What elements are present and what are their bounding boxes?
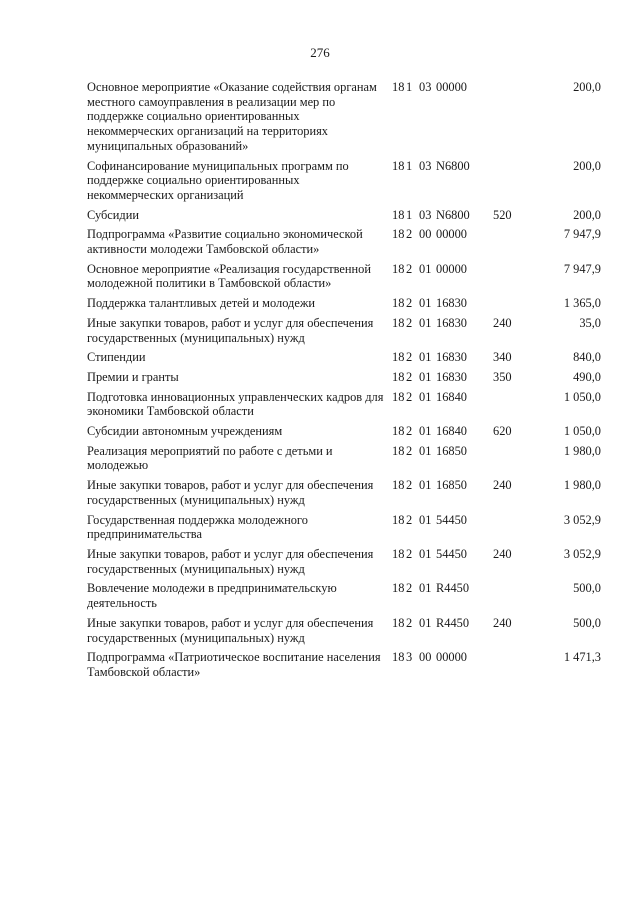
row-name: Иные закупки товаров, работ и услуг для обеспечения государственных (муниципальных) нужд bbox=[87, 615, 374, 645]
code-section: 18 bbox=[392, 424, 405, 439]
table-row bbox=[87, 159, 601, 208]
code-subprogram: 1 bbox=[406, 207, 413, 222]
code-subprogram: 2 bbox=[406, 512, 413, 527]
code-section: 18 bbox=[392, 261, 405, 276]
code-direction: 00000 bbox=[436, 227, 467, 242]
code-direction: R4450 bbox=[436, 615, 470, 630]
row-name: Премии и гранты bbox=[87, 369, 179, 384]
code-direction: 00000 bbox=[436, 80, 467, 94]
code-expense-type bbox=[493, 80, 533, 159]
code-section: 18 bbox=[392, 478, 405, 493]
row-name: Подпрограмма «Патриотическое воспитание населения Тамбовской области» bbox=[87, 650, 381, 679]
row-value: 200,0 bbox=[573, 158, 601, 173]
table-row bbox=[87, 547, 601, 581]
code-expense-type: 350 bbox=[493, 369, 512, 384]
code-activity: 01 bbox=[419, 389, 432, 404]
code-expense-type bbox=[493, 390, 533, 424]
code-expense-type: 620 bbox=[493, 424, 512, 439]
code-direction: R4450 bbox=[436, 581, 470, 596]
code-direction: 16830 bbox=[436, 350, 467, 365]
code-section: 18 bbox=[392, 650, 405, 665]
code-section: 18 bbox=[392, 369, 405, 384]
code-expense-type bbox=[493, 581, 533, 615]
table-row bbox=[87, 262, 601, 296]
code-subprogram: 2 bbox=[406, 261, 413, 276]
code-subprogram: 2 bbox=[406, 581, 413, 596]
code-direction: 54450 bbox=[436, 546, 467, 561]
code-section: 18 bbox=[392, 615, 405, 630]
code-activity: 01 bbox=[419, 546, 432, 561]
row-name: Реализация мероприятий по работе с детьми и молодежью bbox=[87, 443, 333, 473]
row-value: 3 052,9 bbox=[563, 546, 601, 561]
row-name: Субсидии bbox=[87, 207, 139, 222]
row-value: 1 050,0 bbox=[563, 424, 601, 439]
table-row bbox=[87, 513, 601, 547]
code-direction: 16830 bbox=[436, 296, 467, 311]
row-name: Основное мероприятие «Оказание содействия органам местного самоуправления в реализации мер по поддержке социально ориентированных некоммерческих организаций на территориях муниципальных образований» bbox=[87, 80, 377, 153]
code-section: 18 bbox=[392, 207, 405, 222]
code-activity: 01 bbox=[419, 261, 432, 276]
table-row bbox=[87, 227, 601, 261]
row-name: Иные закупки товаров, работ и услуг для обеспечения государственных (муниципальных) нужд bbox=[87, 315, 374, 345]
table-row bbox=[87, 316, 601, 350]
code-subprogram: 2 bbox=[406, 315, 413, 330]
code-section: 18 bbox=[392, 227, 405, 242]
code-activity: 01 bbox=[419, 512, 432, 527]
code-direction: N6800 bbox=[436, 207, 470, 222]
code-activity: 03 bbox=[419, 80, 432, 94]
code-subprogram: 2 bbox=[406, 424, 413, 439]
row-name: Иные закупки товаров, работ и услуг для обеспечения государственных (муниципальных) нужд bbox=[87, 546, 374, 576]
code-expense-type bbox=[493, 513, 533, 547]
row-value: 490,0 bbox=[573, 369, 601, 384]
code-activity: 01 bbox=[419, 315, 432, 330]
code-direction: 16830 bbox=[436, 369, 467, 384]
code-activity: 01 bbox=[419, 443, 432, 458]
code-activity: 03 bbox=[419, 158, 432, 173]
table-row bbox=[87, 80, 601, 159]
code-expense-type bbox=[493, 650, 533, 684]
code-section: 18 bbox=[392, 512, 405, 527]
code-direction: 00000 bbox=[436, 261, 467, 276]
row-value: 840,0 bbox=[573, 350, 601, 365]
row-value: 3 052,9 bbox=[563, 512, 601, 527]
code-activity: 01 bbox=[419, 424, 432, 439]
row-value: 1 980,0 bbox=[563, 478, 601, 493]
code-activity: 01 bbox=[419, 581, 432, 596]
table-row bbox=[87, 616, 601, 650]
code-subprogram: 2 bbox=[406, 369, 413, 384]
code-direction: 16850 bbox=[436, 443, 467, 458]
table-row bbox=[87, 478, 601, 512]
row-name: Субсидии автономным учреждениям bbox=[87, 424, 283, 439]
table-row bbox=[87, 370, 601, 390]
row-value: 7 947,9 bbox=[563, 261, 601, 276]
code-subprogram: 2 bbox=[406, 546, 413, 561]
row-name: Государственная поддержка молодежного предпринимательства bbox=[87, 512, 308, 542]
code-activity: 03 bbox=[419, 207, 432, 222]
code-activity: 01 bbox=[419, 478, 432, 493]
code-subprogram: 3 bbox=[406, 650, 413, 665]
row-value: 200,0 bbox=[573, 80, 601, 94]
code-activity: 01 bbox=[419, 369, 432, 384]
row-value: 35,0 bbox=[579, 315, 601, 330]
code-expense-type bbox=[493, 262, 533, 296]
code-section: 18 bbox=[392, 315, 405, 330]
table-row bbox=[87, 444, 601, 478]
page-number: 276 bbox=[310, 45, 330, 60]
row-value: 7 947,9 bbox=[563, 227, 601, 242]
code-subprogram: 2 bbox=[406, 350, 413, 365]
row-name: Вовлечение молодежи в предпринимательскую деятельность bbox=[87, 581, 337, 611]
code-subprogram: 1 bbox=[406, 80, 413, 94]
code-expense-type bbox=[493, 296, 533, 316]
code-activity: 01 bbox=[419, 615, 432, 630]
code-subprogram: 2 bbox=[406, 443, 413, 458]
row-value: 1 471,3 bbox=[563, 650, 601, 665]
code-expense-type: 240 bbox=[493, 478, 512, 493]
code-expense-type: 240 bbox=[493, 546, 512, 561]
code-activity: 01 bbox=[419, 296, 432, 311]
code-direction: 16830 bbox=[436, 315, 467, 330]
row-name: Иные закупки товаров, работ и услуг для обеспечения государственных (муниципальных) нужд bbox=[87, 478, 374, 507]
code-section: 18 bbox=[392, 389, 405, 404]
code-activity: 00 bbox=[419, 227, 432, 242]
code-section: 18 bbox=[392, 158, 405, 173]
row-name: Стипендии bbox=[87, 350, 146, 365]
row-value: 200,0 bbox=[573, 207, 601, 222]
code-activity: 00 bbox=[419, 650, 432, 665]
code-expense-type: 240 bbox=[493, 315, 512, 330]
code-section: 18 bbox=[392, 296, 405, 311]
code-direction: 00000 bbox=[436, 650, 467, 665]
table-row bbox=[87, 424, 601, 444]
code-direction: 16840 bbox=[436, 424, 467, 439]
row-value: 1 365,0 bbox=[563, 296, 601, 311]
row-value: 1 050,0 bbox=[563, 389, 601, 404]
budget-rows bbox=[87, 80, 601, 685]
row-name: Подпрограмма «Развитие социально экономической активности молодежи Тамбовской области» bbox=[87, 227, 363, 257]
code-direction: 54450 bbox=[436, 512, 467, 527]
table-row bbox=[87, 390, 601, 424]
code-section: 18 bbox=[392, 581, 405, 596]
row-name: Софинансирование муниципальных программ по поддержке социально ориентированных некоммерческих организаций bbox=[87, 158, 349, 202]
row-value: 500,0 bbox=[573, 581, 601, 596]
code-subprogram: 2 bbox=[406, 615, 413, 630]
code-expense-type: 520 bbox=[493, 207, 512, 222]
code-section: 18 bbox=[392, 546, 405, 561]
table-row bbox=[87, 350, 601, 370]
code-expense-type bbox=[493, 227, 533, 261]
code-section: 18 bbox=[392, 443, 405, 458]
table-row bbox=[87, 650, 601, 684]
budget-table bbox=[87, 80, 601, 685]
table-row bbox=[87, 296, 601, 316]
code-expense-type bbox=[493, 159, 533, 208]
code-activity: 01 bbox=[419, 350, 432, 365]
table-row bbox=[87, 581, 601, 615]
row-value: 1 980,0 bbox=[563, 443, 601, 458]
code-direction: 16840 bbox=[436, 389, 467, 404]
code-direction: N6800 bbox=[436, 158, 470, 173]
code-subprogram: 2 bbox=[406, 478, 413, 493]
row-name: Основное мероприятие «Реализация государственной молодежной политики в Тамбовской области» bbox=[87, 261, 371, 291]
row-name: Поддержка талантливых детей и молодежи bbox=[87, 296, 316, 311]
code-subprogram: 2 bbox=[406, 227, 413, 242]
code-subprogram: 2 bbox=[406, 389, 413, 404]
row-value: 500,0 bbox=[573, 615, 601, 630]
table-row bbox=[87, 208, 601, 228]
code-expense-type bbox=[493, 444, 533, 478]
code-section: 18 bbox=[392, 350, 405, 365]
code-expense-type: 240 bbox=[493, 615, 512, 630]
code-subprogram: 1 bbox=[406, 158, 413, 173]
code-subprogram: 2 bbox=[406, 296, 413, 311]
code-direction: 16850 bbox=[436, 478, 467, 493]
code-expense-type: 340 bbox=[493, 350, 512, 365]
code-section: 18 bbox=[392, 80, 405, 94]
row-name: Подготовка инновационных управленческих кадров для экономики Тамбовской области bbox=[87, 389, 384, 419]
